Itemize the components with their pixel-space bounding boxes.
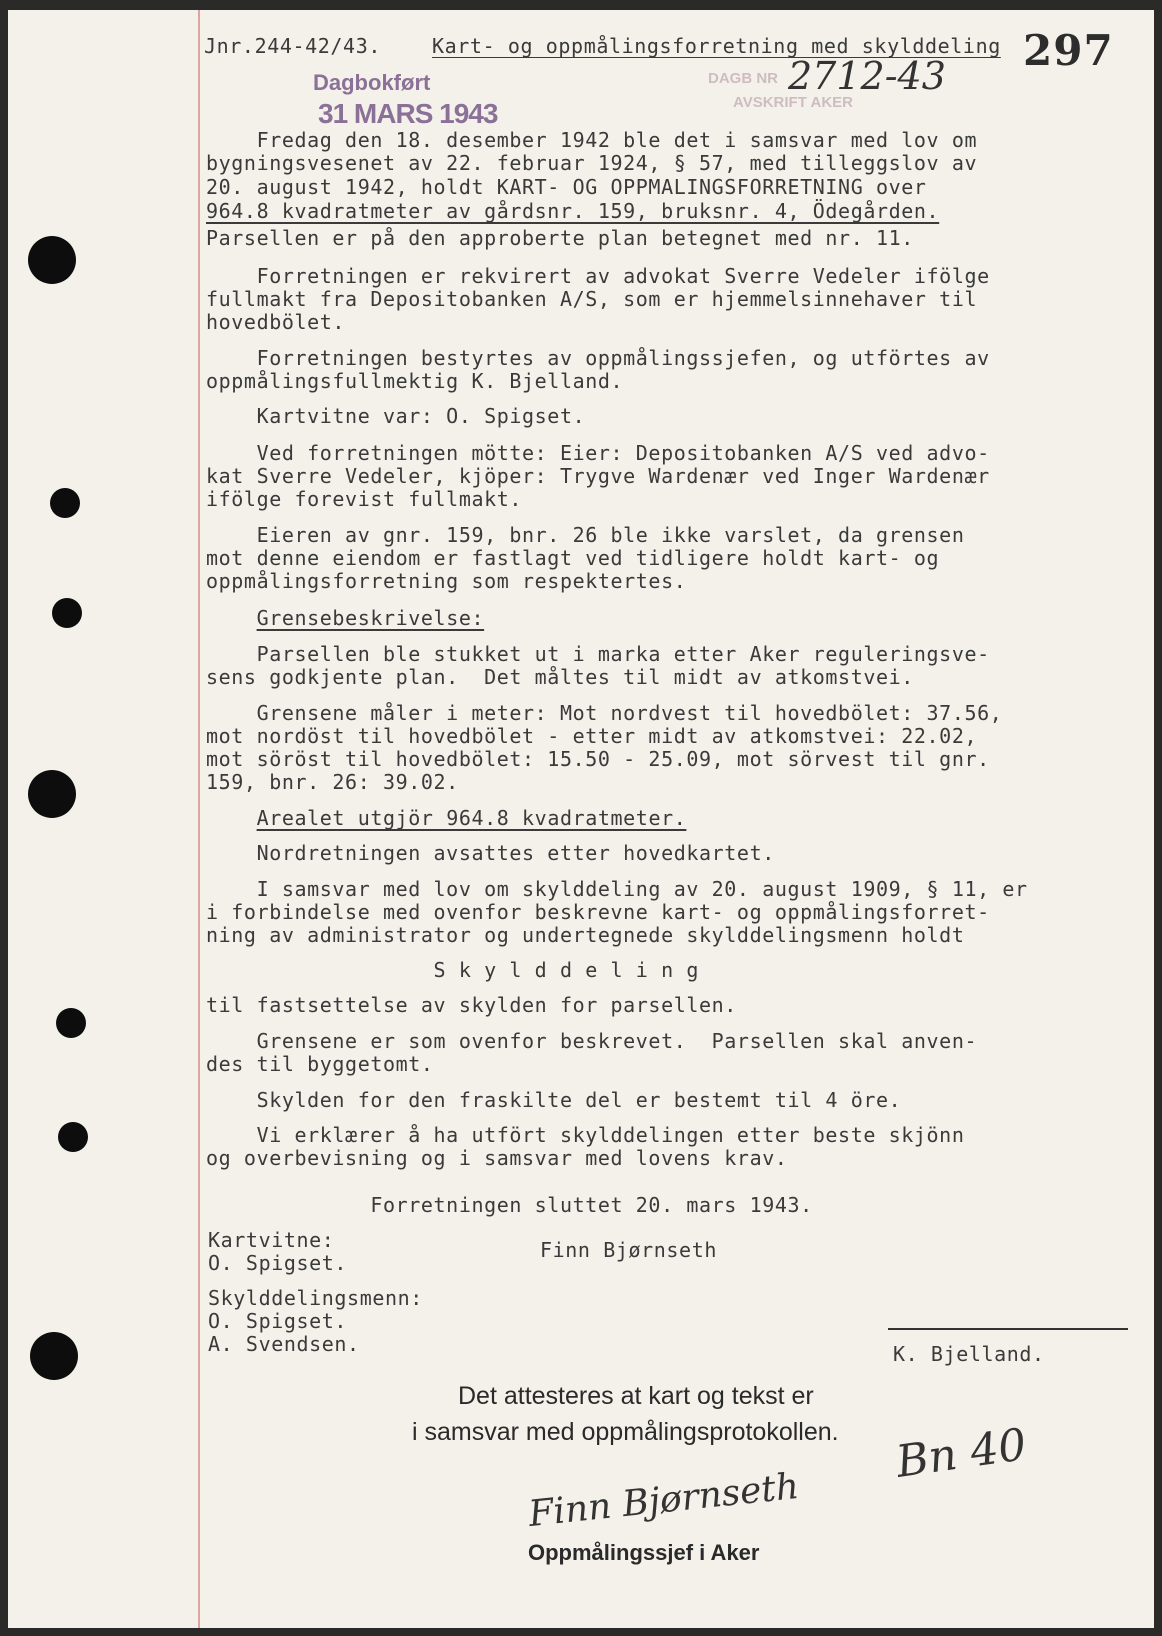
text-line: Forretningen er rekvirert av advokat Sverre Vedeler ifölge — [206, 264, 990, 288]
punch-hole — [56, 1008, 86, 1038]
text-line: sens godkjente plan. Det måltes til midt av atkomstvei. — [206, 665, 914, 689]
attestation-title: Oppmålingssjef i Aker — [528, 1540, 760, 1565]
text-line: Eieren av gnr. 159, bnr. 26 ble ikke varslet, da grensen — [206, 523, 965, 547]
faint-stamp-line: DAGB NR — [708, 70, 778, 87]
text-line: hovedbölet. — [206, 310, 346, 334]
text-line: 20. august 1942, holdt KART- OG OPPMALINGSFORRETNING over — [206, 175, 927, 199]
punch-hole — [58, 1122, 88, 1152]
skylddelingsmann-name: O. Spigset. — [208, 1309, 348, 1333]
measurer-name: K. Bjelland. — [893, 1342, 1045, 1366]
administrator-name: Finn Bjørnseth — [540, 1238, 717, 1262]
text-line: Parsellen er på den approberte plan betegnet med nr. 11. — [206, 226, 914, 250]
section-heading — [206, 606, 484, 630]
text-line: Nordretningen avsattes etter hovedkartet. — [206, 841, 775, 865]
text-line: mot nordöst til hovedbölet - etter midt av atkomstvei: 22.02, — [206, 724, 978, 748]
text-line: ifölge forevist fullmakt. — [206, 487, 523, 511]
text-line: kat Sverre Vedeler, kjöper: Trygve Wardenær ved Inger Wardenær — [206, 464, 990, 488]
text-line: Parsellen ble stukket ut i marka etter Aker reguleringsve- — [206, 642, 990, 666]
text-line: oppmålingsfullmektig K. Bjelland. — [206, 369, 624, 393]
kartvitne-label: Kartvitne: — [208, 1228, 335, 1252]
handwritten-number: 2712-43 — [788, 54, 946, 98]
received-stamp-label: Dagbokført — [313, 70, 431, 95]
attestation-line: Det attesteres at kart og tekst er — [458, 1382, 814, 1410]
text-line: Vi erklærer å ha utfört skylddelingen etter beste skjönn — [206, 1123, 965, 1147]
punch-hole — [30, 1332, 78, 1380]
text-line: mot söröst til hovedbölet: 15.50 - 25.09, mot sörvest til gnr. — [206, 747, 990, 771]
text-line: mot denne eiendom er fastlagt ved tidligere holdt kart- og — [206, 546, 940, 570]
text-line: Ved forretningen mötte: Eier: Depositobanken A/S ved advo- — [206, 441, 990, 465]
text-line: i forbindelse med ovenfor beskrevne kart- og oppmålingsforret- — [206, 900, 990, 924]
closing-line: Forretningen sluttet 20. mars 1943. — [206, 1193, 813, 1217]
handwritten-note: Bn 40 — [893, 1419, 1030, 1488]
margin-line — [198, 10, 200, 1628]
text-line: ning av administrator og undertegnede skylddelingsmenn holdt — [206, 923, 965, 947]
attestation-signature: Finn Bjørnseth — [526, 1465, 801, 1536]
text-line: og overbevisning og i samsvar med lovens krav. — [206, 1146, 788, 1170]
skylddeling-heading: S k y l d d e l i n g — [206, 958, 699, 982]
text-line: Fredag den 18. desember 1942 ble det i samsvar med lov om — [206, 128, 978, 152]
text-line: bygningsvesenet av 22. februar 1924, § 57, med tilleggslov av — [206, 151, 978, 175]
skylddelingsmenn-label: Skylddelingsmenn: — [208, 1286, 423, 1310]
kartvitne-name: O. Spigset. — [208, 1251, 348, 1275]
document-page — [8, 10, 1154, 1628]
punch-hole — [28, 236, 76, 284]
page-number: 297 — [1023, 26, 1114, 75]
text-line: 964.8 kvadratmeter av gårdsnr. 159, bruksnr. 4, Ödegården. — [206, 199, 940, 223]
punch-hole — [52, 598, 82, 628]
text-line: fullmakt fra Depositobanken A/S, som er hjemmelsinnehaver til — [206, 287, 978, 311]
text-line: oppmålingsforretning som respektertes. — [206, 569, 687, 593]
text-line: til fastsettelse av skylden for parsellen. — [206, 993, 737, 1017]
skylddelingsmann-name: A. Svendsen. — [208, 1332, 360, 1356]
text-line: 159, bnr. 26: 39.02. — [206, 770, 459, 794]
attestation-line: i samsvar med oppmålingsprotokollen. — [412, 1418, 839, 1446]
area-heading — [206, 806, 686, 830]
journal-number: Jnr.244-42/43. — [204, 34, 381, 58]
text-line: Skylden for den fraskilte del er bestemt til 4 öre. — [206, 1088, 902, 1112]
area-heading-text: Arealet utgjör 964.8 kvadratmeter. — [256, 806, 687, 830]
signature-line — [888, 1328, 1128, 1330]
section-heading-text: Grensebeskrivelse: — [256, 606, 485, 630]
text-line: Grensene måler i meter: Mot nordvest til hovedbölet: 37.56, — [206, 701, 1003, 725]
document-title: Kart- og oppmålingsforretning med skylddeling — [432, 34, 1001, 58]
text-line: Forretningen bestyrtes av oppmålingssjefen, og utförtes av — [206, 346, 990, 370]
text-line: I samsvar med lov om skylddeling av 20. august 1909, § 11, er — [206, 877, 1028, 901]
faint-stamp-line: AVSKRIFT AKER — [733, 94, 853, 111]
punch-hole — [28, 770, 76, 818]
received-stamp-date: 31 MARS 1943 — [318, 98, 498, 129]
punch-hole — [50, 488, 80, 518]
text-line: Kartvitne var: O. Spigset. — [206, 404, 586, 428]
text-line: des til byggetomt. — [206, 1052, 434, 1076]
text-line: Grensene er som ovenfor beskrevet. Parsellen skal anven- — [206, 1029, 978, 1053]
